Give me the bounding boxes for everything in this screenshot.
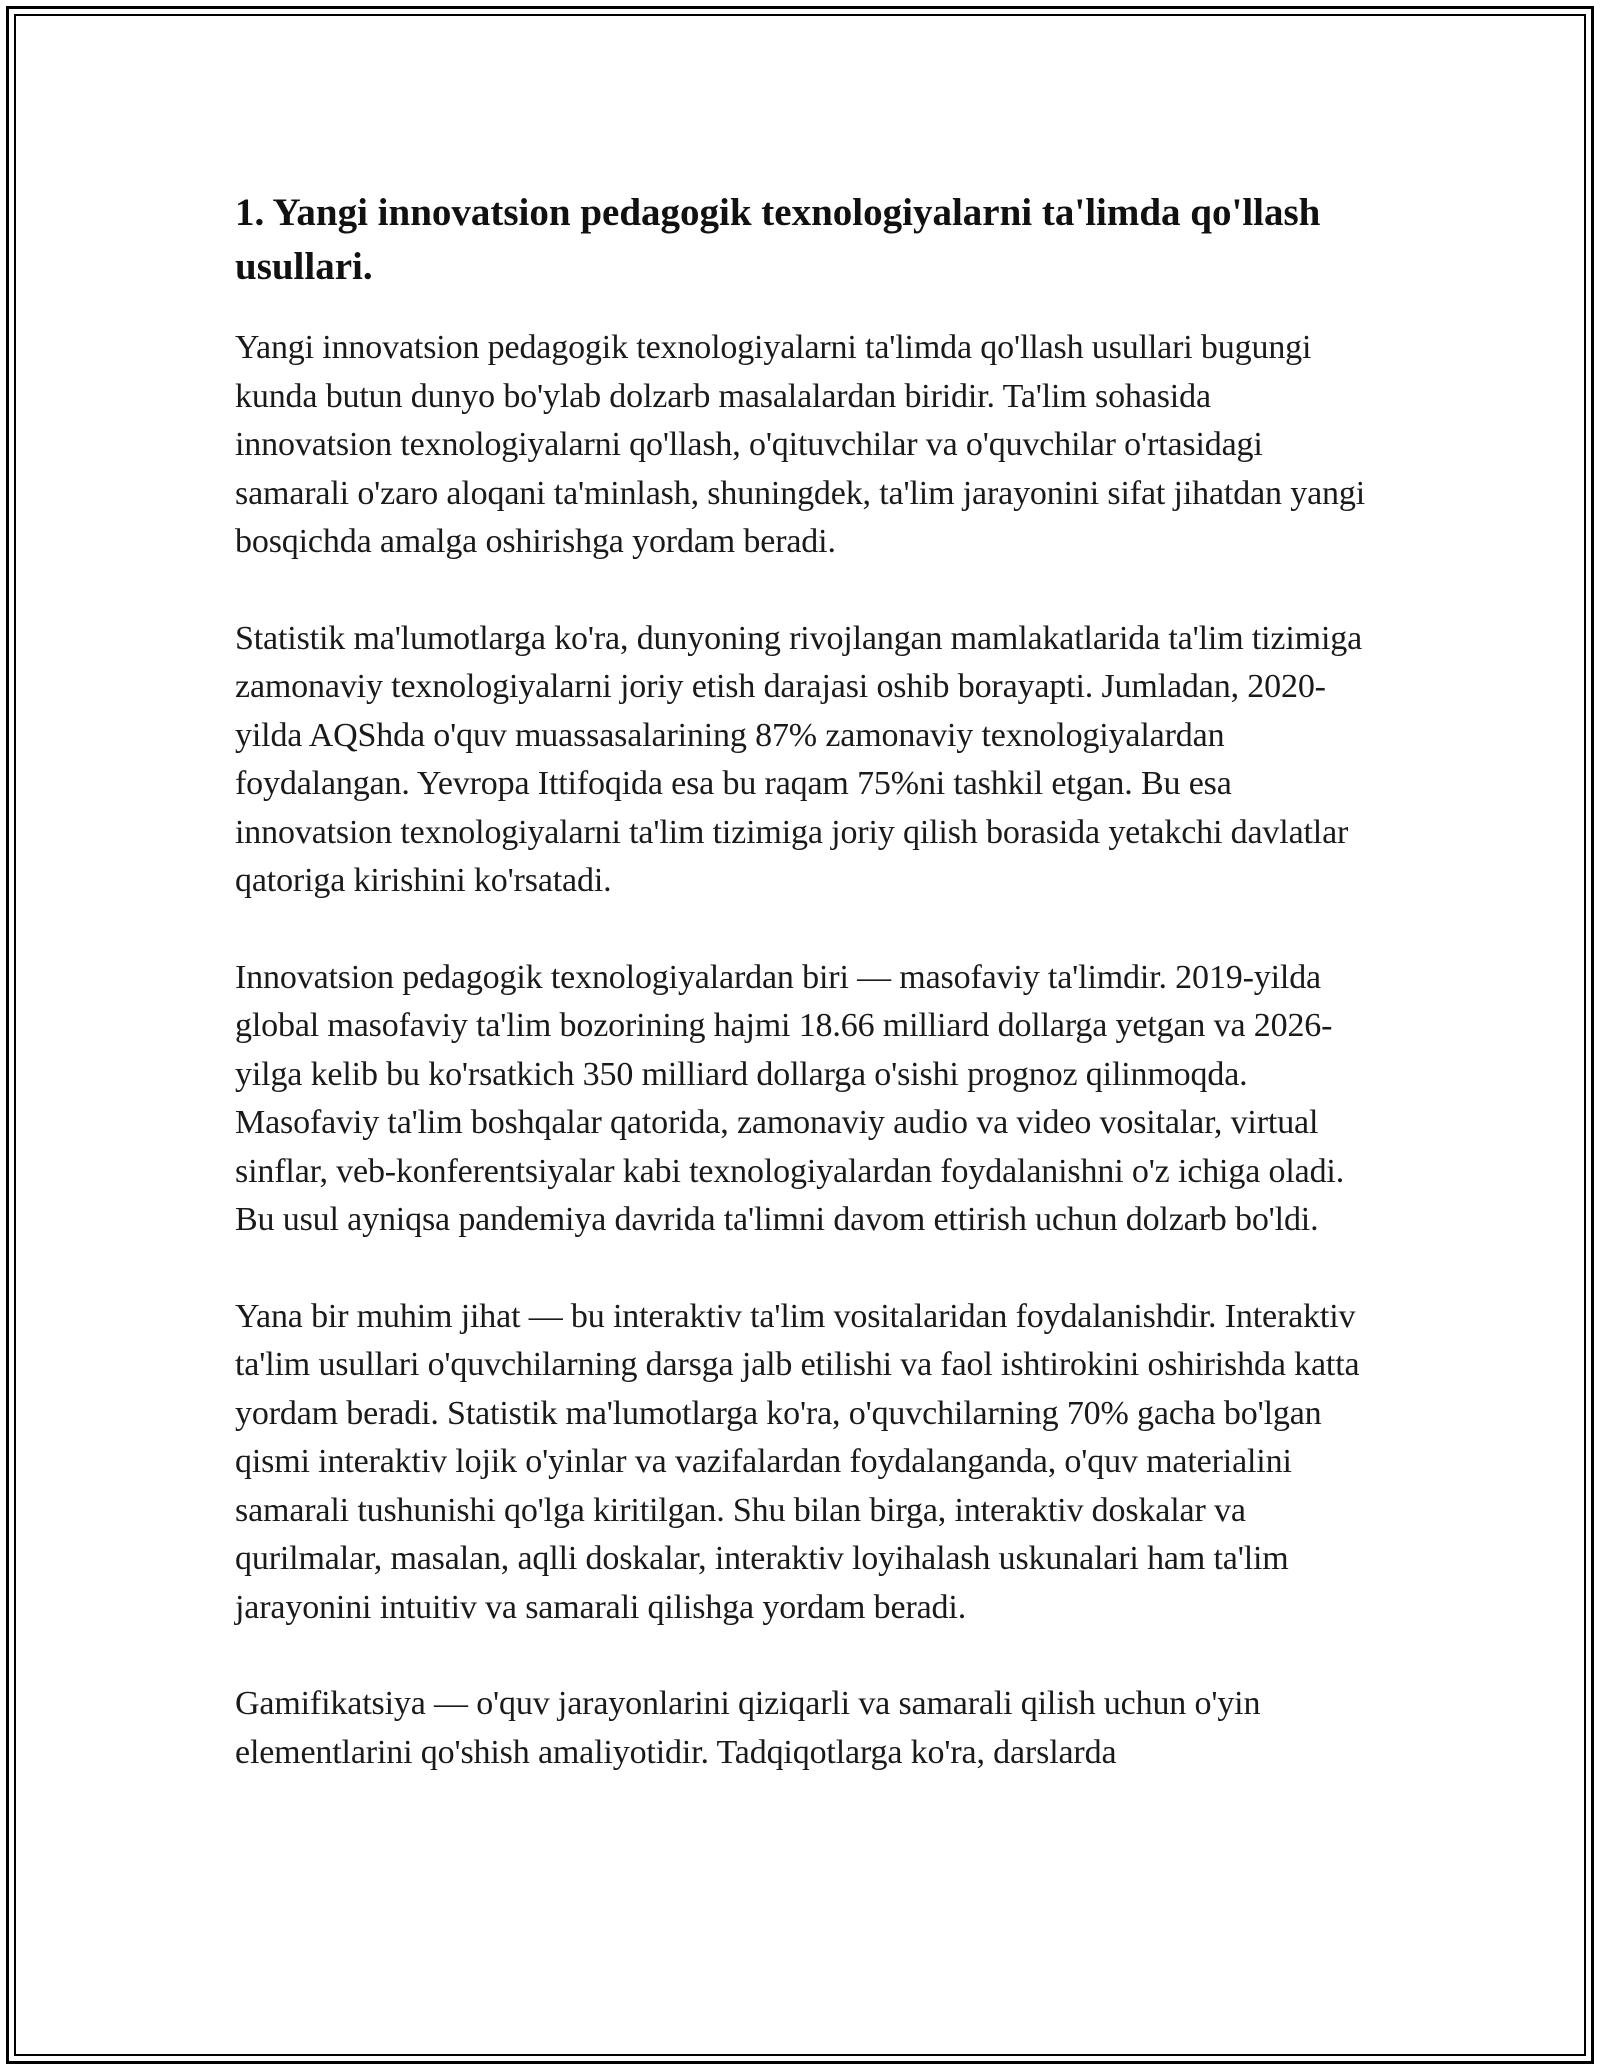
paragraph-interactive-learning: Yana bir muhim jihat — bu interaktiv ta'lim vositalaridan foydalanishdir. Interaktiv ta'lim usullari o'quvchilarning darsga jalb etilishi va faol ishtirokini oshirishda katta yordam beradi. Statistik ma'lumotlarga ko'ra, o'quvchilarning 70% gacha bo'lgan qismi interaktiv lojik o'yinlar va vazifalardan foydalanganda, o'quv materialini samarali tushunishi qo'lga kiritilgan. Shu bilan birga, interaktiv doskalar va qurilmalar, masalan, aqlli doskalar, interaktiv loyihalash uskunalari ham ta'lim jarayonini intuitiv va samarali qilishga yordam beradi.: [235, 1297, 1360, 1626]
document-body: [235, 186, 1375, 1825]
paragraph-intro: Yangi innovatsion pedagogik texnologiyalarni ta'limda qo'llash usullari bugungi kunda butun dunyo bo'ylab dolzarb masalalardan biridir. Ta'lim sohasida innovatsion texnologiyalarni qo'llash, o'qituvchilar va o'quvchilar o'rtasidagi samarali o'zaro aloqani ta'minlash, shuningdek, ta'lim jarayonini sifat jihatdan yangi bosqichda amalga oshirishga yordam beradi.: [235, 329, 1366, 560]
page-title: 1. Yangi innovatsion pedagogik texnologiyalarni ta'limda qo'llash usullari.: [235, 191, 1321, 288]
paragraph-distance-learning: Innovatsion pedagogik texnologiyalardan biri — masofaviy ta'limdir. 2019-yilda global masofaviy ta'lim bozorining hajmi 18.66 milliard dollarga yetgan va 2026-yilga kelib bu ko'rsatkich 350 milliard dollarga o'sishi prognoz qilinmoqda. Masofaviy ta'lim boshqalar qatorida, zamonaviy audio va video vositalar, virtual sinflar, veb-konferentsiyalar kabi texnologiyalardan foydalanishni o'z ichiga oladi. Bu usul ayniqsa pandemiya davrida ta'limni davom ettirish uchun dolzarb bo'ldi.: [235, 958, 1345, 1238]
paragraph-statistics: Statistik ma'lumotlarga ko'ra, dunyoning rivojlangan mamlakatlarida ta'lim tizimiga zamonaviy texnologiyalarni joriy etish darajasi oshib borayapti. Jumladan, 2020-yilda AQShda o'quv muassasalarining 87% zamonaviy texnologiyalardan foydalangan. Yevropa Ittifoqida esa bu raqam 75%ni tashkil etgan. Bu esa innovatsion texnologiyalarni ta'lim tizimiga joriy qilish borasida yetakchi davlatlar qatoriga kirishini ko'rsatadi.: [235, 619, 1363, 899]
paragraph-gamification: Gamifikatsiya — o'quv jarayonlarini qiziqarli va samarali qilish uchun o'yin elementlarini qo'shish amaliyotidir. Tadqiqotlarga ko'ra, darslarda: [235, 1685, 1261, 1771]
